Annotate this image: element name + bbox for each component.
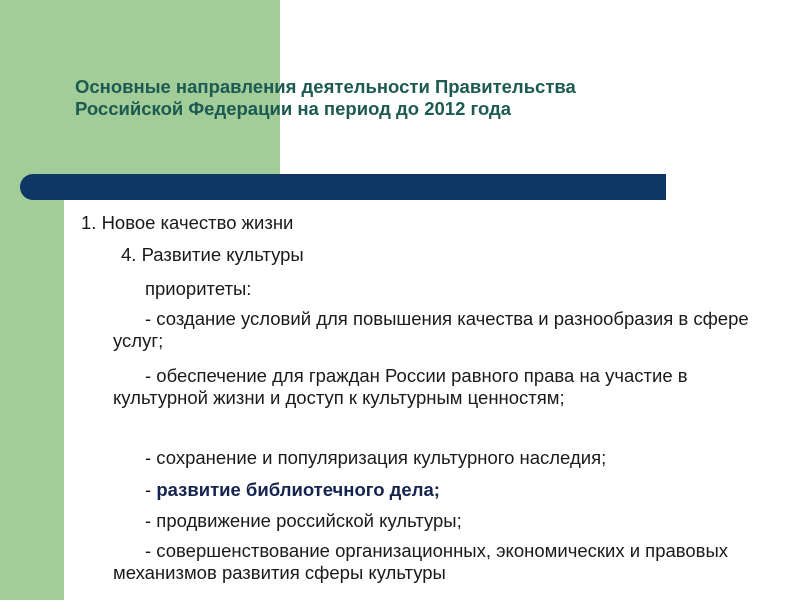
priority-item: - совершенствование организационных, экономических и правовых механизмов развития сферы культуры <box>113 540 729 583</box>
item-dash: - <box>145 479 157 500</box>
slide-title <box>75 76 775 120</box>
green-side-band <box>0 0 64 600</box>
title-line-2: Российской Федерации на период до 2012 года <box>75 98 512 119</box>
title-line-1: Основные направления деятельности Правительства <box>75 76 576 97</box>
highlighted-text: развитие библиотечного дела; <box>156 479 440 500</box>
priority-item-highlighted <box>113 479 753 501</box>
heading-quality-of-life: 1. Новое качество жизни <box>81 212 294 233</box>
priority-item: - продвижение российской культуры; <box>145 510 462 531</box>
priority-item: - создание условий для повышения качества и разнообразия в сфере услуг; <box>113 308 749 351</box>
priorities-label: приоритеты: <box>145 278 252 299</box>
heading-culture-development: 4. Развитие культуры <box>121 244 304 265</box>
divider-bar <box>20 174 666 200</box>
priority-item: - обеспечение для граждан России равного права на участие в культурной жизни и доступ к культурным ценностям; <box>113 365 688 408</box>
priority-item: - сохранение и популяризация культурного наследия; <box>145 447 607 468</box>
